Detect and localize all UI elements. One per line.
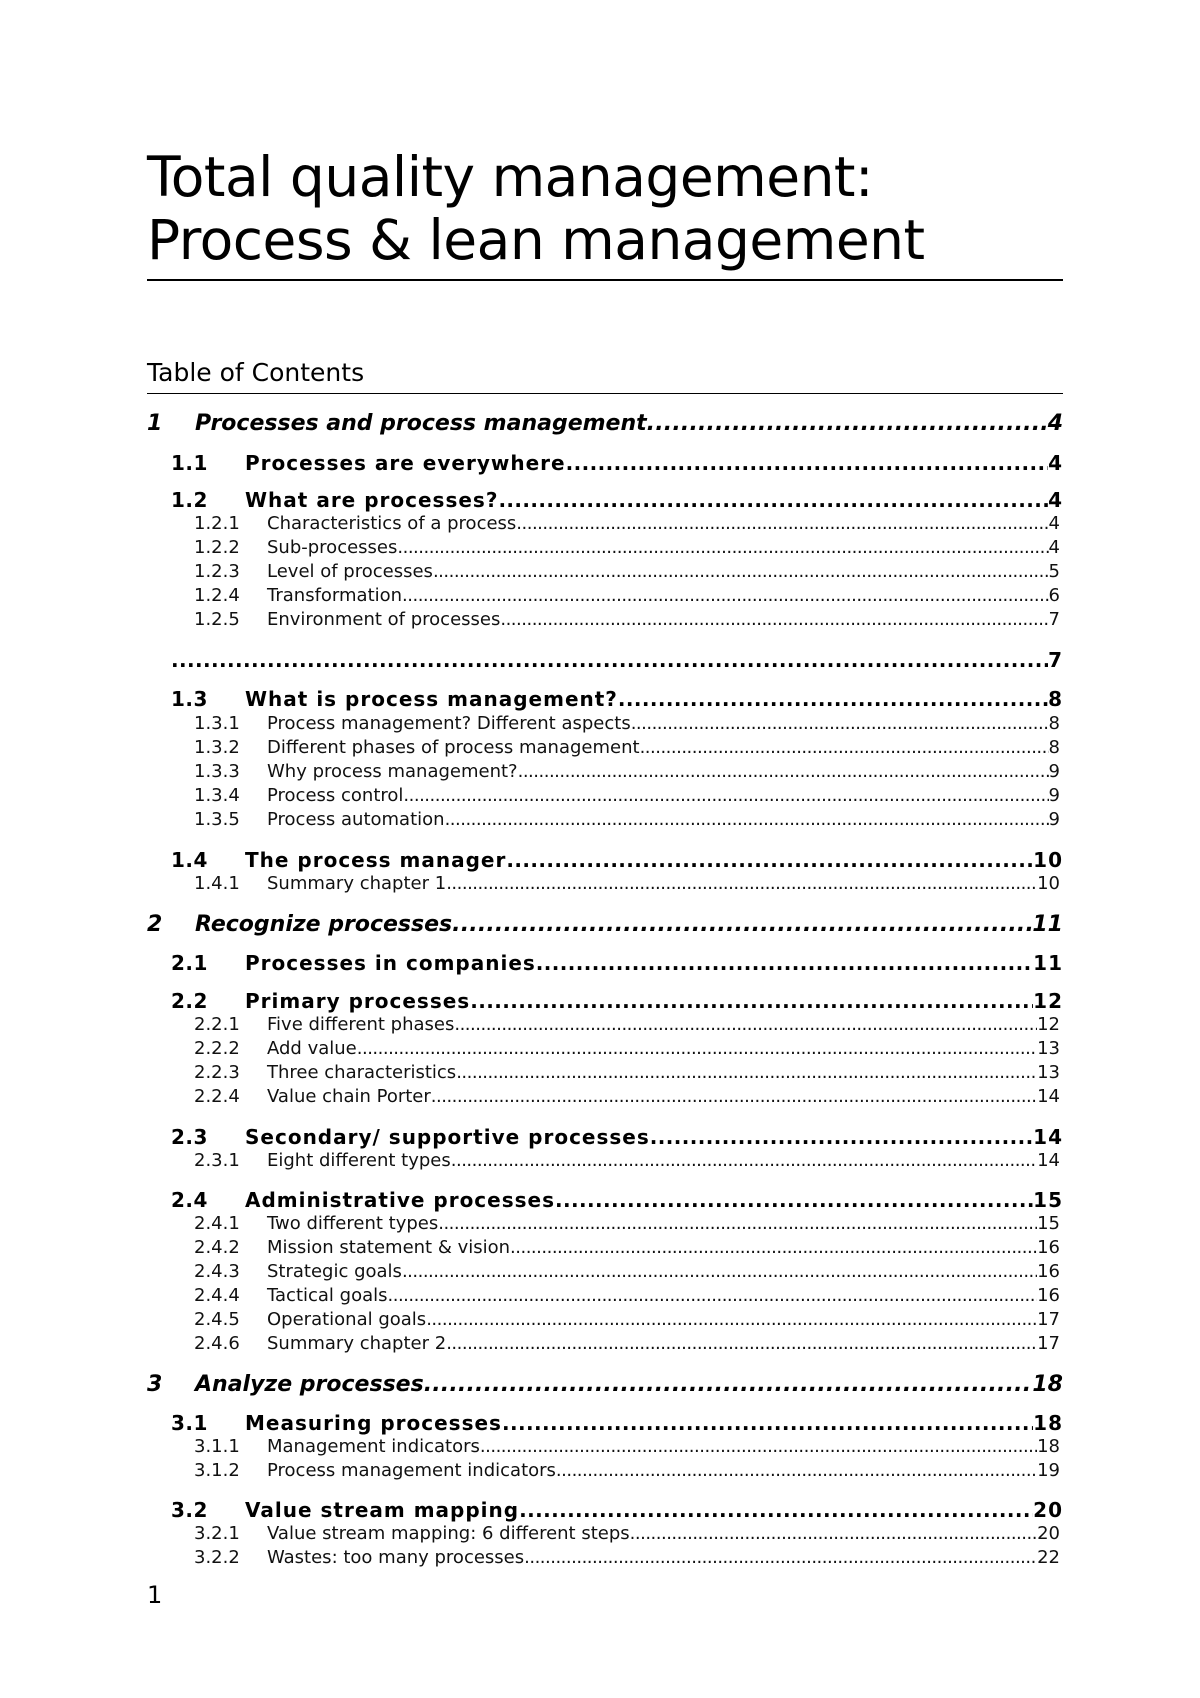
toc-entry-level-3[interactable] (194, 785, 1060, 809)
document-title (147, 146, 1063, 272)
toc-entry-title: Transformation (267, 585, 403, 606)
toc-entry-number: 2.4.1 (194, 1213, 240, 1234)
toc-leader-dots (516, 513, 1048, 534)
toc-entry-number: 1.4.1 (194, 873, 240, 894)
toc-entry-page: 13 (1037, 1038, 1060, 1059)
toc-entry-number: 1.2.2 (194, 537, 240, 558)
toc-entry-number: 1.2.1 (194, 513, 240, 534)
document-page (147, 0, 1063, 1698)
toc-leader-dots (650, 1125, 1033, 1149)
toc-entry-page: 20 (1037, 1523, 1060, 1544)
toc-leader-dots (510, 1237, 1037, 1258)
toc-entry-title: Characteristics of a process (267, 513, 517, 534)
toc-entry-title: Environment of processes (267, 609, 501, 630)
toc-leader-dots (519, 1498, 1033, 1522)
toc-entry-title: Level of processes (267, 561, 433, 582)
toc-entry-title: Add value (267, 1038, 357, 1059)
toc-entry-number: 3.2 (171, 1498, 208, 1522)
toc-leader-dots (403, 785, 1048, 806)
toc-entry-number: 1.2.4 (194, 585, 240, 606)
toc-entry-level-1[interactable] (147, 411, 1063, 441)
toc-entry-number: 1.3.1 (194, 713, 240, 734)
toc-leader-dots (445, 809, 1049, 830)
toc-entry-level-2[interactable] (171, 488, 1063, 516)
toc-entry-page: 14 (1037, 1086, 1060, 1107)
toc-entry-number: 2.2 (171, 989, 208, 1013)
toc-entry-title: Three characteristics (267, 1062, 457, 1083)
toc-entry-title: Five different phases (267, 1014, 455, 1035)
toc-entry-level-3[interactable] (194, 1309, 1060, 1333)
toc-entry-page: 9 (1048, 809, 1060, 830)
toc-leader-dots (524, 1547, 1037, 1568)
toc-entry-page: 22 (1037, 1547, 1060, 1568)
toc-entry-page: 4 (1048, 488, 1063, 512)
toc-entry-level-3[interactable] (194, 737, 1060, 761)
toc-entry-number: 1 (147, 411, 163, 436)
toc-entry-page: 4 (1048, 537, 1060, 558)
toc-entry-title: Eight different types (267, 1150, 451, 1171)
toc-leader-dots (498, 488, 1048, 512)
toc-entry-title: Measuring processes (245, 1411, 502, 1435)
toc-entry-page: 17 (1037, 1333, 1060, 1354)
toc-entry-page: 9 (1048, 761, 1060, 782)
toc-entry-level-3[interactable] (194, 1436, 1060, 1460)
toc-entry-page: 15 (1037, 1213, 1060, 1234)
page-number: 1 (147, 1581, 163, 1609)
toc-entry-level-3[interactable] (194, 1062, 1060, 1086)
toc-leader-dots (452, 912, 1032, 937)
toc-entry-title: Recognize processes (195, 912, 453, 937)
toc-entry-page: 16 (1037, 1261, 1060, 1282)
toc-entry-number: 1.3.3 (194, 761, 240, 782)
toc-entry-level-3[interactable] (194, 1038, 1060, 1062)
toc-entry-number: 3 (147, 1372, 163, 1397)
toc-entry-title: Primary processes (245, 989, 471, 1013)
toc-entry-number: 2.2.2 (194, 1038, 240, 1059)
toc-entry-number: 3.1.1 (194, 1436, 240, 1457)
toc-leader-dots (426, 1309, 1037, 1330)
toc-heading-underline (147, 393, 1063, 394)
toc-entry-page: 4 (1048, 513, 1060, 534)
toc-entry-title: Administrative processes (245, 1188, 556, 1212)
toc-entry-page: 8 (1048, 737, 1060, 758)
toc-entry-page: 16 (1037, 1285, 1060, 1306)
toc-entry-number: 2.2.4 (194, 1086, 240, 1107)
toc-entry-title: Mission statement & vision (267, 1237, 511, 1258)
toc-entry-number: 1.4 (171, 848, 208, 872)
toc-entry-number: 3.2.1 (194, 1523, 240, 1544)
toc-entry-page: 7 (1048, 609, 1060, 630)
toc-entry-number: 2.2.3 (194, 1062, 240, 1083)
toc-entry-page: 9 (1048, 785, 1060, 806)
toc-entry-level-3[interactable] (194, 537, 1060, 561)
toc-entry-page: 18 (1037, 1436, 1060, 1457)
toc-entry-level-2[interactable] (171, 1411, 1063, 1439)
toc-entry-level-3[interactable] (194, 1150, 1060, 1174)
toc-entry-title: Analyze processes (195, 1372, 424, 1397)
toc-entry-level-3[interactable] (194, 809, 1060, 833)
toc-entry-title: Process management indicators (267, 1460, 556, 1481)
toc-entry-title: Wastes: too many processes (267, 1547, 525, 1568)
toc-entry-title: Processes and process management (195, 411, 647, 436)
toc-entry-level-3[interactable] (194, 1086, 1060, 1110)
toc-leader-dots (397, 537, 1048, 558)
toc-entry-page: 4 (1047, 411, 1063, 436)
toc-leader-dots (451, 1150, 1037, 1171)
toc-entry-level-2[interactable] (171, 451, 1063, 479)
toc-entry-level-2[interactable] (171, 687, 1063, 715)
toc-entry-level-3[interactable] (194, 713, 1060, 737)
toc-entry-level-3[interactable] (194, 873, 1060, 897)
toc-entry-number: 1.2.3 (194, 561, 240, 582)
toc-entry-page: 6 (1048, 585, 1060, 606)
toc-entry-level-3[interactable] (194, 1237, 1060, 1261)
toc-entry-page: 18 (1032, 1372, 1063, 1397)
toc-entry-page: 14 (1033, 1125, 1063, 1149)
toc-entry-page: 12 (1033, 989, 1063, 1013)
toc-entry-title: Process management? Different aspects (267, 713, 631, 734)
toc-leader-dots (388, 1285, 1038, 1306)
toc-entry-number: 2.4.4 (194, 1285, 240, 1306)
toc-leader-dots (402, 585, 1049, 606)
toc-leader-dots (518, 761, 1049, 782)
toc-leader-dots (454, 1014, 1037, 1035)
toc-entry-level-2[interactable] (171, 951, 1063, 979)
toc-leader-dots (555, 1188, 1033, 1212)
toc-entry-page: 18 (1033, 1411, 1063, 1435)
toc-entry-level-2[interactable] (171, 989, 1063, 1017)
toc-entry-page: 12 (1037, 1014, 1060, 1035)
toc-entry-title: Sub-processes (267, 537, 398, 558)
toc-leader-dots (438, 1213, 1037, 1234)
toc-entry-level-2[interactable] (171, 1188, 1063, 1216)
document-title-line-2: Process & lean management (147, 208, 925, 272)
toc-entry-level-3[interactable] (194, 1460, 1060, 1484)
toc-entry-title: Processes in companies (245, 951, 536, 975)
toc-entry-number: 3.2.2 (194, 1547, 240, 1568)
toc-entry-page: 8 (1048, 687, 1063, 711)
toc-entry-level-2[interactable] (171, 1125, 1063, 1153)
toc-entry-level-3[interactable] (194, 1333, 1060, 1357)
toc-entry-page: 11 (1033, 951, 1063, 975)
toc-entry-title: What are processes? (245, 488, 499, 512)
toc-entry-level-1[interactable] (147, 912, 1063, 942)
toc-entry-level-3[interactable] (194, 609, 1060, 633)
toc-entry-page: 15 (1033, 1188, 1063, 1212)
toc-leader-dots (456, 1062, 1037, 1083)
toc-leader-dots (647, 411, 1048, 436)
toc-entry-number: 1.2 (171, 488, 208, 512)
toc-entry-level-2[interactable] (171, 1498, 1063, 1526)
toc-entry-number: 1.2.5 (194, 609, 240, 630)
toc-entry-page: 14 (1037, 1150, 1060, 1171)
toc-entry-page: 5 (1048, 561, 1060, 582)
toc-leader-dots (480, 1436, 1037, 1457)
toc-entry-level-3[interactable] (194, 1547, 1060, 1571)
toc-leader-dots (566, 451, 1048, 475)
toc-leader-dots (618, 687, 1048, 711)
toc-entry-title: Processes are everywhere (245, 451, 566, 475)
toc-entry-title: Tactical goals (267, 1285, 388, 1306)
toc-leader-dots (424, 1372, 1033, 1397)
toc-entry-level-3[interactable] (194, 1523, 1060, 1547)
toc-leader-dots (556, 1460, 1037, 1481)
toc-entry-page: 13 (1037, 1062, 1060, 1083)
toc-entry-page: 11 (1032, 912, 1063, 937)
toc-entry-title: Strategic goals (267, 1261, 402, 1282)
toc-entry-level-3[interactable] (194, 1261, 1060, 1285)
toc-entry-number: 2.3.1 (194, 1150, 240, 1171)
toc-entry-level-1[interactable] (147, 1372, 1063, 1402)
toc-entry-title: Value stream mapping: 6 different steps (267, 1523, 630, 1544)
toc-entry-number: 3.1 (171, 1411, 208, 1435)
toc-entry-page: 16 (1037, 1237, 1060, 1258)
toc-entry-number: 1.3 (171, 687, 208, 711)
toc-entry-title: Why process management? (267, 761, 518, 782)
toc-entry-page: 10 (1037, 873, 1060, 894)
toc-entry-page: 20 (1033, 1498, 1063, 1522)
toc-entry-title: Value chain Porter (267, 1086, 431, 1107)
toc-leader-dots (171, 648, 1048, 672)
toc-entry-title: Two different types (267, 1213, 439, 1234)
toc-entry-level-3[interactable] (194, 1014, 1060, 1038)
toc-entry-title: Different phases of process management (267, 737, 640, 758)
toc-entry-page: 8 (1048, 713, 1060, 734)
toc-entry-page: 4 (1048, 451, 1063, 475)
toc-entry-title: Process automation (267, 809, 445, 830)
toc-leader-dots (502, 1411, 1033, 1435)
toc-entry-title: Operational goals (267, 1309, 427, 1330)
toc-heading: Table of Contents (147, 358, 365, 387)
title-underline (147, 279, 1063, 281)
toc-leader-dots (506, 848, 1033, 872)
toc-entry-title: Summary chapter 2 (267, 1333, 447, 1354)
toc-leader-dots (630, 1523, 1037, 1544)
toc-entry-number: 1.3.5 (194, 809, 240, 830)
toc-entry-number: 2.4.6 (194, 1333, 240, 1354)
toc-leader-dots (470, 989, 1033, 1013)
toc-leader-dots (446, 873, 1037, 894)
toc-entry-number: 2.4 (171, 1188, 208, 1212)
toc-entry-title: Value stream mapping (245, 1498, 520, 1522)
toc-entry-page: 10 (1033, 848, 1063, 872)
toc-entry-title: What is process management? (245, 687, 618, 711)
toc-leader-dots (500, 609, 1048, 630)
toc-entry-title: Secondary/ supportive processes (245, 1125, 650, 1149)
toc-leader-dots (402, 1261, 1037, 1282)
toc-entry-number: 2 (147, 912, 163, 937)
toc-entry-page: 7 (1048, 648, 1063, 672)
toc-entry-number: 2.4.2 (194, 1237, 240, 1258)
toc-entry-number: 2.2.1 (194, 1014, 240, 1035)
toc-leader-dots (431, 1086, 1037, 1107)
toc-entry-title: The process manager (245, 848, 507, 872)
toc-entry-level-2[interactable] (171, 848, 1063, 876)
toc-entry-number: 2.1 (171, 951, 208, 975)
toc-entry-level-3[interactable] (194, 761, 1060, 785)
toc-entry-level-3[interactable] (194, 1285, 1060, 1309)
toc-leader-dots (433, 561, 1049, 582)
toc-entry-level-3[interactable] (194, 585, 1060, 609)
toc-entry-title: Management indicators (267, 1436, 480, 1457)
toc-entry-level-2[interactable] (171, 648, 1063, 676)
toc-entry-number: 1.3.4 (194, 785, 240, 806)
toc-leader-dots (446, 1333, 1037, 1354)
toc-entry-number: 2.4.5 (194, 1309, 240, 1330)
toc-leader-dots (631, 713, 1049, 734)
toc-entry-number: 2.4.3 (194, 1261, 240, 1282)
toc-entry-page: 19 (1037, 1460, 1060, 1481)
toc-entry-level-3[interactable] (194, 513, 1060, 537)
document-title-line-1: Total quality management: (147, 145, 874, 209)
toc-entry-title: Summary chapter 1 (267, 873, 447, 894)
toc-leader-dots (536, 951, 1033, 975)
toc-entry-number: 1.3.2 (194, 737, 240, 758)
toc-entry-level-3[interactable] (194, 561, 1060, 585)
toc-entry-level-3[interactable] (194, 1213, 1060, 1237)
toc-entry-number: 1.1 (171, 451, 208, 475)
toc-leader-dots (357, 1038, 1037, 1059)
toc-entry-number: 3.1.2 (194, 1460, 240, 1481)
toc-entry-number: 2.3 (171, 1125, 208, 1149)
toc-leader-dots (640, 737, 1049, 758)
toc-entry-page: 17 (1037, 1309, 1060, 1330)
toc-entry-title: Process control (267, 785, 404, 806)
